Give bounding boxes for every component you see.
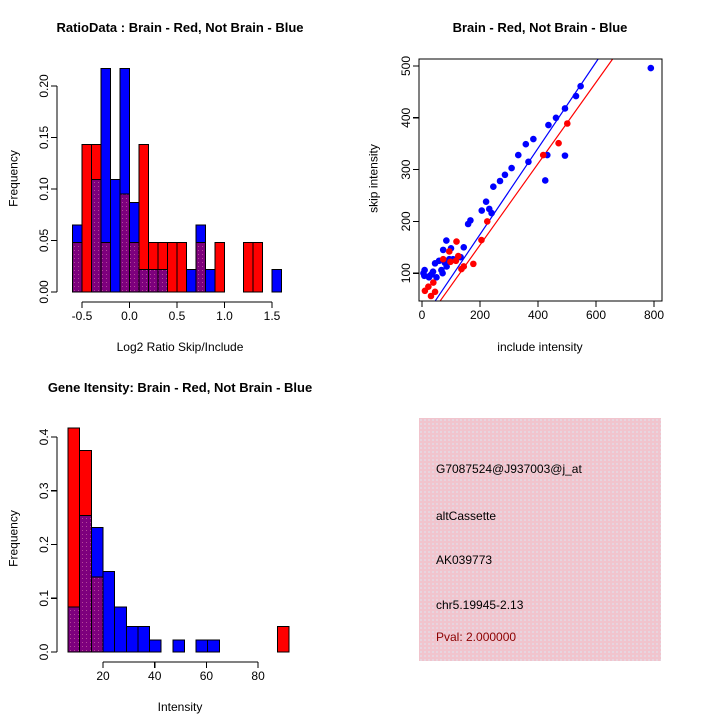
hist-bar-brain (244, 243, 254, 292)
scatter-tick-labels (399, 56, 664, 322)
scatter-point-notbrain (502, 171, 509, 178)
scatter-point-notbrain (438, 267, 445, 274)
gene_hist-bars (68, 428, 289, 652)
scatter-point-brain (428, 293, 435, 300)
scatter-ylabel: skip intensity (366, 144, 381, 213)
ratio-histogram-xlabel: Log2 Ratio Skip/Include (116, 340, 244, 354)
y-tick-label: 0.2 (37, 536, 51, 553)
scatter-point-notbrain (497, 178, 504, 185)
hist-bar-brain (82, 145, 92, 292)
y-tick-label: 100 (399, 263, 413, 284)
hist-bar-overlap (92, 180, 102, 292)
scatter-point-notbrain (443, 237, 450, 244)
hist-bar-brain (168, 243, 178, 292)
scatter-point-brain (555, 140, 562, 147)
scatter-title: Brain - Red, Not Brain - Blue (452, 20, 628, 35)
scatter-point-brain (470, 261, 477, 268)
gene-intensity-histogram-plot (0, 360, 360, 720)
hist-bar-notbrain (187, 269, 197, 292)
hist-bar-notbrain (138, 627, 150, 652)
hist-bar-brain (177, 243, 187, 292)
gene-histogram-ylabel: Frequency (6, 510, 21, 567)
y-tick-label: 300 (399, 159, 413, 180)
scatter-point-brain (478, 237, 485, 244)
scatter-axes (413, 59, 662, 307)
scatter-point-brain (540, 152, 547, 159)
x-tick-label: 1.0 (216, 309, 233, 323)
scatter-point-notbrain (465, 221, 472, 228)
gene-info-panel (360, 360, 720, 720)
hist-bar-overlap (73, 243, 83, 292)
hist-bar-notbrain (111, 180, 121, 292)
scatter-point-notbrain (515, 152, 522, 159)
scatter-point-brain (446, 248, 453, 255)
scatter-point-brain (458, 266, 465, 273)
x-tick-label: 400 (527, 308, 549, 322)
hist-bar-notbrain (150, 640, 162, 652)
scatter-point-notbrain (460, 244, 467, 251)
y-tick-label: 0.3 (37, 482, 51, 500)
y-tick-label: 0.4 (37, 428, 51, 446)
x-tick-label: 60 (199, 669, 214, 683)
probe-id-text: G7087524@J937003@j_at (436, 462, 582, 476)
hist-bar-notbrain (206, 269, 216, 292)
x-tick-label: -0.5 (71, 309, 93, 323)
x-tick-label: 600 (585, 308, 607, 322)
gene-info-box (419, 418, 661, 661)
hist-bar-overlap (80, 515, 92, 652)
scatter-point-notbrain (486, 206, 493, 213)
scatter-point-notbrain (562, 152, 569, 159)
x-tick-label: 800 (643, 308, 665, 322)
plot-box (419, 59, 662, 301)
y-tick-label: 0.10 (37, 177, 51, 201)
scatter-point-notbrain (525, 159, 532, 166)
gene-histogram-xlabel: Intensity (157, 700, 203, 714)
x-tick-label: 1.5 (263, 309, 281, 323)
scatter-point-notbrain (483, 198, 490, 205)
scatter-point-notbrain (420, 270, 427, 277)
x-tick-label: 20 (96, 669, 110, 683)
y-tick-label: 0.1 (37, 589, 51, 607)
scatter-point-notbrain (530, 136, 537, 143)
scatter-point-brain (422, 288, 429, 295)
ratio_hist-bars (73, 68, 282, 292)
hist-bar-notbrain (126, 627, 138, 652)
locus-text: chr5.19945-2.13 (436, 598, 524, 612)
scatter-point-brain (453, 257, 460, 264)
intensity-scatter-plot (360, 0, 720, 360)
x-tick-label: 0.5 (168, 309, 186, 323)
x-tick-label: 80 (251, 669, 265, 683)
y-tick-label: 500 (399, 55, 413, 77)
hist-bar-notbrain (272, 269, 282, 292)
accession-text: AK039773 (436, 553, 493, 567)
scatter-point-brain (447, 259, 454, 266)
pval-text: Pval: 2.000000 (436, 630, 517, 644)
scatter-point-brain (484, 218, 491, 225)
hist-bar-overlap (196, 243, 206, 292)
x-tick-label: 0.0 (121, 309, 138, 323)
hist-bar-notbrain (208, 640, 220, 652)
scatter-point-notbrain (542, 177, 549, 184)
y-tick-label: 0.15 (37, 125, 51, 150)
gene-histogram-title: Gene Itensity: Brain - Red, Not Brain - Blue (47, 380, 313, 395)
scatter-point-notbrain (490, 183, 497, 190)
hist-bar-notbrain (115, 607, 127, 652)
gene-intensity-histogram-panel (0, 360, 360, 720)
hist-bar-overlap (149, 269, 159, 292)
y-tick-label: 0.20 (37, 74, 51, 98)
y-tick-label: 200 (399, 211, 413, 232)
hist-bar-brain (253, 243, 263, 292)
scatter-point-brain (440, 256, 447, 263)
x-tick-label: 0 (418, 308, 426, 322)
scatter-point-notbrain (573, 93, 580, 100)
scatter-points (420, 65, 654, 300)
y-tick-label: 0.0 (37, 643, 51, 661)
hist-bar-brain (277, 627, 289, 652)
hist-bar-overlap (158, 269, 168, 292)
scatter-point-notbrain (478, 207, 485, 214)
scatter-point-notbrain (577, 83, 584, 90)
scatter-point-notbrain (545, 122, 552, 129)
hist-bar-notbrain (196, 640, 208, 652)
ratio-histogram-plot (0, 0, 360, 360)
scatter-point-notbrain (562, 105, 569, 112)
hist-bar-overlap (91, 577, 103, 652)
ratio-histogram-panel (0, 0, 360, 360)
y-tick-label: 0.00 (37, 280, 51, 304)
hist-bar-overlap (101, 243, 111, 292)
hist-bar-overlap (139, 269, 149, 292)
hist-bar-brain (215, 243, 225, 292)
scatter-point-brain (453, 238, 460, 245)
ratio-histogram-ylabel: Frequency (6, 150, 21, 207)
splice-event-type-text: altCassette (436, 509, 497, 523)
ratio-histogram-title: RatioData : Brain - Red, Not Brain - Blue (56, 20, 304, 35)
hist-bar-overlap (130, 243, 140, 292)
scatter-point-notbrain (553, 115, 560, 122)
hist-bar-notbrain (103, 571, 115, 652)
y-tick-label: 400 (399, 107, 413, 128)
x-tick-label: 200 (469, 308, 491, 322)
hist-bar-overlap (120, 194, 130, 292)
hist-bar-notbrain (173, 640, 185, 652)
hist-bar-overlap (68, 607, 80, 652)
x-tick-label: 40 (148, 669, 162, 683)
scatter-point-notbrain (432, 260, 439, 267)
y-tick-label: 0.05 (37, 228, 51, 253)
scatter-point-notbrain (508, 165, 515, 172)
scatter-xlabel: include intensity (497, 340, 583, 354)
intensity-scatter-panel (360, 0, 720, 360)
scatter-point-notbrain (648, 65, 655, 72)
scatter-point-brain (564, 120, 571, 127)
scatter-point-notbrain (523, 141, 530, 148)
scatter-point-notbrain (440, 247, 447, 254)
